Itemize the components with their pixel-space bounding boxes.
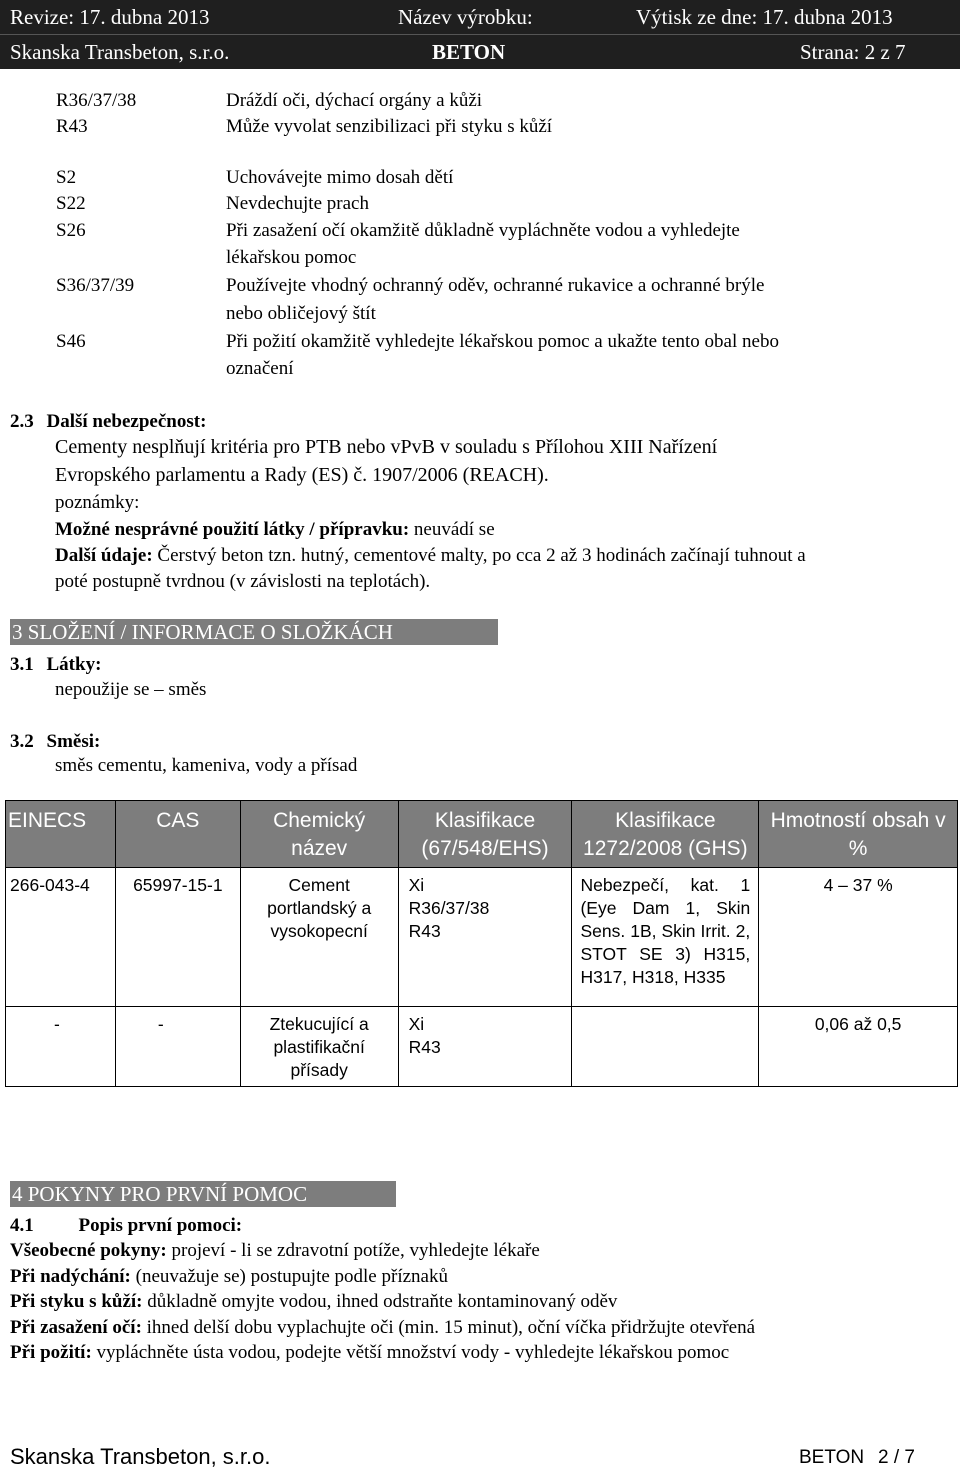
first-aid-item: Při styku s kůží: důkladně omyjte vodou, ihned odstraňte kontaminovaný oděv	[10, 1291, 618, 1312]
phrase-text: lékařskou pomoc	[226, 247, 357, 268]
column-header: Hmotností obsah v %	[759, 801, 958, 868]
column-header: Chemický název	[240, 801, 398, 868]
classification-ghs-cell	[572, 1007, 759, 1087]
section-title: Látky:	[46, 654, 102, 675]
classification-ehs-cell: Xi R36/37/38 R43	[398, 868, 572, 1007]
print-date: Výtisk ze dne: 17. dubna 2013	[636, 5, 893, 29]
classification-ehs-cell: Xi R43	[398, 1007, 572, 1087]
footer-company: Skanska Transbeton, s.r.o.	[10, 1444, 271, 1469]
other-text: Čerstvý beton tzn. hutný, cementové malty, po cca 2 až 3 hodinách začínají tuhnout a	[157, 545, 806, 566]
table-header-row	[6, 801, 958, 868]
phrase-text: Při zasažení očí okamžitě důkladně vypláchněte vodou a vyhledejte	[226, 220, 740, 241]
product-name-label: Název výrobku:	[398, 5, 533, 29]
first-aid-item: Všeobecné pokyny: projeví - li se zdravotní potíže, vyhledejte lékaře	[10, 1240, 540, 1261]
first-aid-item: Při zasažení očí: ihned delší dobu vyplachujte oči (min. 15 minut), oční víčka přidržujte otevřená	[10, 1317, 756, 1338]
footer-product: BETON	[799, 1447, 865, 1468]
notes-label: poznámky:	[55, 492, 140, 513]
paragraph-line: Evropského parlamentu a Rady (ES) č. 1907/2006 (REACH).	[55, 464, 549, 486]
column-header: CAS	[115, 801, 240, 868]
section-number: 4.1	[10, 1215, 34, 1236]
section-number: 3.2	[10, 731, 34, 752]
cas-cell: -	[115, 1007, 240, 1087]
section-3-banner: 3 SLOŽENÍ / INFORMACE O SLOŽKÁCH	[10, 619, 498, 645]
cas-cell: 65997-15-1	[115, 868, 240, 1007]
page-indicator: Strana: 2 z 7	[800, 40, 906, 64]
phrase-text: Uchovávejte mimo dosah dětí	[226, 167, 454, 188]
header-row-2	[0, 34, 960, 69]
column-header: Klasifikace (67/548/EHS)	[398, 801, 572, 868]
phrase-code: S46	[56, 331, 86, 352]
other-text: poté postupně tvrdnou (v závislosti na teplotách).	[55, 571, 431, 592]
section-title: Směsi:	[46, 731, 101, 752]
classification-ghs-cell: Nebezpečí, kat. 1 (Eye Dam 1, Skin Sens. 1B, Skin Irrit. 2, STOT SE 3) H315, H317, H318, H335	[572, 868, 759, 1007]
footer	[0, 1438, 960, 1473]
section-number: 3.1	[10, 654, 34, 675]
other-label: Další údaje:	[55, 545, 153, 566]
column-header: Klasifikace 1272/2008 (GHS)	[572, 801, 759, 868]
section-title: Popis první pomoci:	[78, 1215, 243, 1236]
phrase-text: Při požití okamžitě vyhledejte lékařskou pomoc a ukažte tento obal nebo	[226, 331, 779, 352]
footer-page: 2 / 7	[878, 1447, 915, 1468]
column-header: EINECS	[6, 801, 116, 868]
phrase-text: Používejte vhodný ochranný oděv, ochranné rukavice a ochranné brýle	[226, 275, 765, 296]
company-name: Skanska Transbeton, s.r.o.	[10, 40, 230, 64]
chemical-name-cell: Cement portlandský a vysokopecní	[240, 868, 398, 1007]
phrase-code: S22	[56, 193, 86, 214]
phrase-code: R36/37/38	[56, 90, 137, 111]
content-cell: 0,06 až 0,5	[759, 1007, 958, 1087]
einecs-cell: -	[6, 1007, 116, 1087]
header-row-1	[0, 0, 960, 34]
section-title: Další nebezpečnost:	[46, 411, 207, 432]
einecs-cell: 266-043-4	[6, 868, 116, 1007]
phrase-text: označení	[226, 358, 294, 379]
revision-date: Revize: 17. dubna 2013	[10, 5, 210, 29]
misuse-value: neuvádí se	[413, 519, 495, 540]
paragraph-line: Cementy nesplňují kritéria pro PTB nebo vPvB v souladu s Přílohou XIII Nařízení	[55, 436, 718, 458]
phrase-text: Může vyvolat senzibilizaci při styku s kůží	[226, 116, 553, 137]
section-number: 2.3	[10, 411, 34, 432]
first-aid-item: Při nadýchání: (neuvažuje se) postupujte podle příznaků	[10, 1266, 448, 1287]
mixtures-text: směs cementu, kameniva, vody a přísad	[55, 755, 358, 776]
substances-text: nepoužije se – směs	[55, 679, 207, 700]
phrase-code: S2	[56, 167, 77, 188]
section-4-banner: 4 POKYNY PRO PRVNÍ POMOC	[10, 1181, 396, 1207]
table-row	[6, 1007, 958, 1087]
composition-table	[5, 800, 958, 1087]
phrase-text: nebo obličejový štít	[226, 303, 376, 324]
phrase-text: Dráždí oči, dýchací orgány a kůži	[226, 90, 483, 111]
misuse-label: Možné nesprávné použití látky / přípravku:	[55, 519, 410, 540]
product-name: BETON	[432, 40, 506, 64]
phrase-text: Nevdechujte prach	[226, 193, 369, 214]
phrase-code: S26	[56, 220, 86, 241]
chemical-name-cell: Ztekucující a plastifikační přísady	[240, 1007, 398, 1087]
phrase-code: S36/37/39	[56, 275, 135, 296]
content-cell: 4 – 37 %	[759, 868, 958, 1007]
first-aid-item: Při požití: vypláchněte ústa vodou, podejte větší množství vody - vyhledejte lékařskou pomoc	[10, 1342, 730, 1363]
table-row	[6, 868, 958, 1007]
phrase-code: R43	[56, 116, 88, 137]
